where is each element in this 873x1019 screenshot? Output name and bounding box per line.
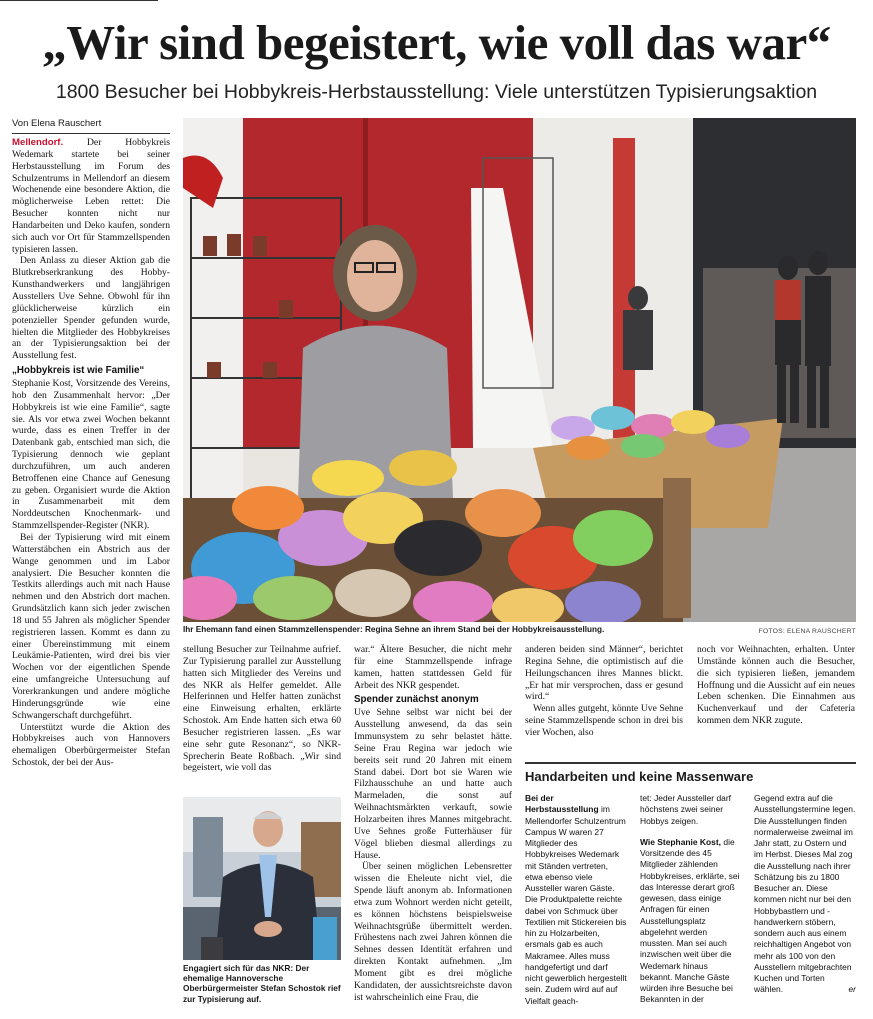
article-column-3 — [354, 644, 512, 1009]
paragraph: Uve Sehne selbst war nicht bei der Ausstellung anwesend, da das sein Immunsystem zu sehr belastet hätte. Seine Frau Regina war jedoch wie bereits seit rund 20 Jahren mit einem Stand dabei. Dort bot sie Waren wie Filzhausschuhe an und hatte auch Marmeladen, die sonst auf Weihnachtsmärkten verkauft, sowie Holzarbeiten ihres Mannes mitgebracht. Uve Sehnes große Futterhäuser für Vögel blieben diesmal allerdings zu Hause. — [354, 707, 512, 861]
paragraph: anderen beiden sind Männer“, berichtet Regina Sehne, die optimistisch auf die Heilungschancen ihres Mannes blickt. „Er hat mir versprochen, dass er gesund wird.“ — [525, 644, 683, 703]
paragraph: Unterstützt wurde die Aktion des Hobbykreises auch von Hannovers ehemaligen Oberbürgermeister Stefan Schostok, der bei der Aus- — [12, 721, 170, 769]
portrait-caption: Engagiert sich für das NKR: Der ehemalige Hannoversche Oberbürgermeister Stefan Schostok rief zur Typisierung auf. — [183, 963, 341, 1004]
paragraph-text: die Vorsitzende des 45 Mitglieder zählenden Hobbykreises, erklärte, sei das Interesse derart groß gewesen, dass einige Anfragen für einen Ausstellungsplatz abgelehnt werden mussten. Man sei auch inzwischen weit über die Wedemark hinaus bekannt. Manche Gäste würden ihre Besuche bei Bekannten in der — [640, 836, 740, 1005]
info-box-column-1 — [525, 793, 627, 1013]
dateline: Mellendorf. — [12, 137, 64, 148]
paragraph: war.“ Ältere Besucher, die nicht mehr für eine Stammzellspende infrage kamen, hatten stattdessen Geld für Arbeit des NKR gespendet. — [354, 644, 512, 691]
headline: „Wir sind begeistert, wie voll das war“ — [42, 15, 831, 70]
paragraph: Wenn alles gutgeht, könnte Uve Sehne seine Stammzellspende schon in drei bis vier Wochen, also — [525, 703, 683, 738]
column-end-rule — [0, 0, 158, 1]
paragraph: tet: Jeder Aussteller darf höchstens zwei seiner Hobbys zeigen. — [640, 793, 731, 826]
main-photo — [183, 118, 856, 622]
article-column-2 — [183, 644, 341, 792]
paragraph: Über seinen möglichen Lebensretter wissen die Eheleute nicht viel, die Spende läuft anonym ab. Informationen etwa zum Wohnort werden nicht geteilt, es können höchstens beispielsweise Weihnachtsgrüße übermittelt werden. Frühestens nach zwei Jahren können die Sehnes dessen Identität erfahren und direkten Kontakt aufnehmen. „Im Moment gibt es drei mögliche Kandidaten, der aussichtsreichste davon ist wahrscheinlich eine Frau, die — [354, 861, 512, 1003]
paragraph — [640, 837, 742, 1006]
paragraph — [754, 793, 856, 996]
subheading: „Hobbykreis ist wie Familie“ — [12, 365, 145, 377]
info-box-rule — [525, 762, 856, 764]
paragraph-text: Der Hobbykreis Wedemark startete bei seiner Herbstausstellung im Forum des Schulzentrums in Mellendorf an diesem Wochenende eine besondere Aktion, die möglicherweise Leben rettet: Die Besucher konnten nicht nur Handarbeiten und Deko kaufen, sondern sich auch vor Ort für Stammzellspenden typisieren lassen. — [12, 137, 170, 255]
lead-in: Wie Stephanie Kost, — [640, 836, 722, 847]
article-column-5 — [697, 644, 855, 744]
subheadline: 1800 Besucher bei Hobbykreis-Herbstausstellung: Viele unterstützen Typisierungsaktion — [55, 81, 818, 103]
info-box-title: Handarbeiten und keine Massenware — [525, 769, 754, 784]
paragraph: noch vor Weihnachten, erhalten. Unter Umstände können auch die Besucher, die sich typisieren ließen, jemandem Hoffnung und die Aussicht auf ein neues Leben schenken. Die Einnahmen aus Kuchenverkauf und der Cafeteria kommen dem NKR zugute. — [697, 644, 855, 727]
article-column-4 — [525, 644, 683, 744]
photo-caption: Ihr Ehemann fand einen Stammzellenspender: Regina Sehne an ihrem Stand bei der Hobbykreisausstellung. — [183, 625, 605, 634]
paragraph — [12, 137, 170, 255]
paragraph: Bei der Typisierung wird mit einem Watterstäbchen ein Abstrich aus der Wange genommen und im Labor analysiert. Die Besucher konnten die Testkits allerdings auch mit nach Hause nehmen und den Abstrich dort machen. Grundsätzlich kann sich jeder zwischen 18 und 55 Jahren als möglicher Spender registrieren lassen. Kommt es dann zu einer Übereinstimmung mit einem Leukämie-Patienten, wird drei bis vier Wochen vor der eigentlichen Spende eine umfangreiche Untersuchung auf Vorerkrankungen und andere mögliche Hinderungsgründe wie eine Schwangerschaft durchgeführt. — [12, 532, 170, 721]
paragraph: Stephanie Kost, Vorsitzende des Vereins, hob den Zusammenhalt hervor: „Der Hobbykreis ist wie eine Familie“, sagte sie. Als vor etwa zwei Wochen bekannt wurde, dass es einen Treffer in der Datenbank gab, entschied man sich, die Typisierung dennoch wie geplant durchzuführen, um auch anderen Betroffenen eine Chance auf Genesung zu geben. Organisiert wurde die Aktion in Zusammenarbeit mit dem Norddeutschen Knochenmark- und Stammzellspender-Register (NKR). — [12, 378, 170, 532]
paragraph: stellung Besucher zur Teilnahme aufrief. Zur Typisierung parallel zur Ausstellung hatten sich Mitglieder des Vereins und des NKR als Helfer gemeldet. Alle Helferinnen und Helfer hatten zunächst eine Einweisung erhalten, erklärte Schostok. Am Ende hatten sich etwa 60 Besucher registrieren lassen. „Es war eine sehr gute Resonanz“, so NKR-Sprecherin Beate Roßbach. „Wir sind begeistert, wie voll das — [183, 644, 341, 774]
paragraph-text: Gegend extra auf die Ausstellungstermine legen. Die Ausstellungen finden normalerweise zweimal im Jahr statt, zu Ostern und im Herbst. Dieses Mal zog die Ausstellung nach ihrer Schätzung bis zu 1800 Besucher an. Diese kommen nicht nur bei den Hobbybastlern und -handwerkern stöbern, sondern auch aus einem reichhaltigen Angebot von mehr als 100 von den Ausstellern mitgebrachten Kuchen und Torten wählen. — [754, 793, 856, 995]
paragraph: Den Anlass zu dieser Aktion gab die Blutkrebserkrankung des Hobby-Kunsthandwerkers und langjährigen Ausstellers Uve Sehne. Obwohl für ihn glücklicherweise kürzlich ein potenzieller Spender gefunden wurde, hielten die Mitglieder des Hobbykreises an der Typisierungsaktion bei der Ausstellung fest. — [12, 255, 170, 362]
paragraph-text: im Mellendorfer Schulzentrum Campus W waren 27 Mitglieder des Hobbykreises Wedemark mit Ständen vertreten, etwa ebenso viele Aussteller waren Gäste. Die Produktpalette reichte dabei von Schmuck über Textilien mit Stickereien bis hin zu Holzarbeiten, ersmals gab es auch Makramee. Alles muss handgefertigt und darf nicht gewerblich hergestellt sein. Zudem wird auf auf Vielfalt geach- — [525, 804, 627, 1006]
market-stand-illustration — [183, 118, 856, 622]
portrait-photo — [183, 797, 341, 960]
author-signature: er — [848, 984, 856, 995]
article-column-1 — [12, 137, 170, 809]
lead-in: Bei der Herbstausstellung — [525, 793, 599, 815]
info-box-column-3 — [754, 793, 856, 1013]
portrait-illustration — [183, 797, 341, 960]
info-box-column-2 — [640, 793, 742, 1013]
paragraph — [525, 793, 627, 1007]
subheading: Spender zunächst anonym — [354, 694, 479, 706]
byline: Von Elena Rauschert — [12, 118, 170, 134]
photo-credit: FOTOS: ELENA RAUSCHERT — [758, 628, 856, 635]
